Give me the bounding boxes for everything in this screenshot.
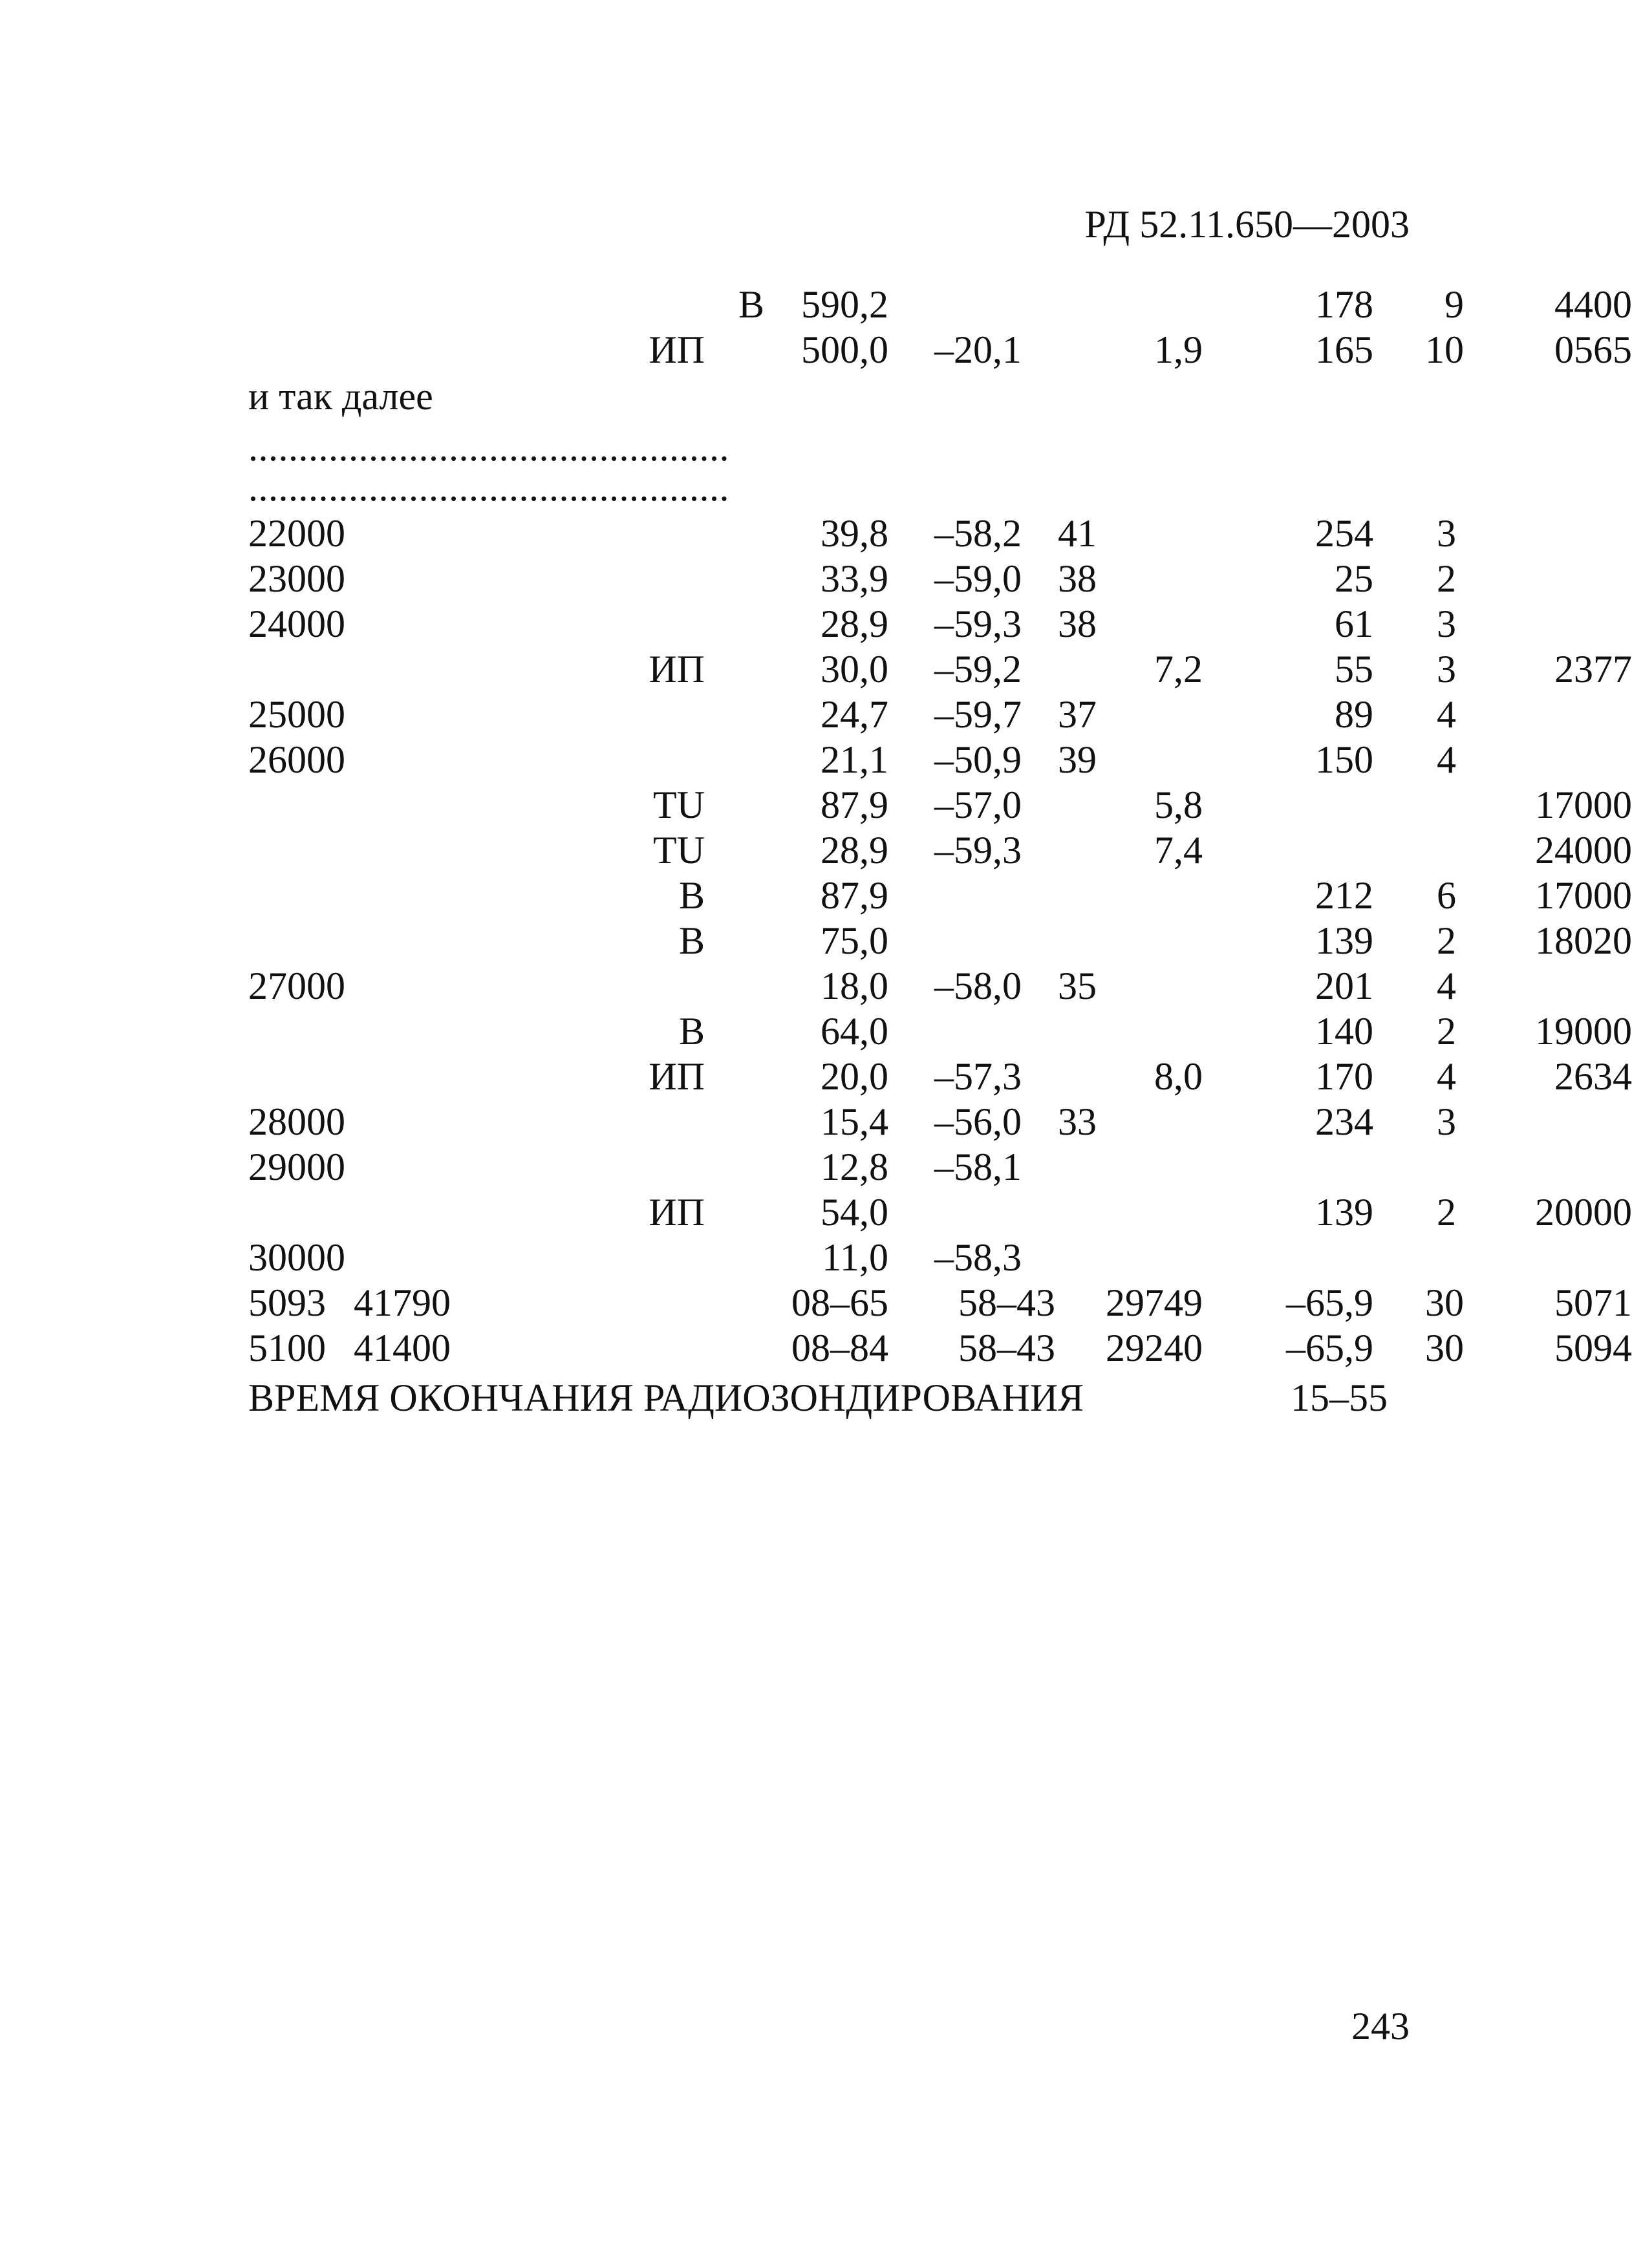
wind-direction-value: 212 — [1315, 874, 1373, 917]
summary-row — [248, 1280, 1632, 1325]
humidity-value: 41 — [1058, 512, 1097, 555]
wind-direction-value: 178 — [1315, 283, 1373, 326]
pressure-value: 64,0 — [821, 1010, 888, 1053]
table-row — [248, 1144, 1425, 1190]
height-value: 2634 — [1554, 1055, 1632, 1098]
table-row — [248, 1054, 1632, 1099]
humidity-value: 35 — [1058, 965, 1097, 1007]
sounding-data-listing — [248, 282, 1632, 1424]
altitude-value: 24000 — [248, 603, 345, 645]
summary-latitude: 08–65 — [791, 1281, 888, 1324]
height-value: 0565 — [1554, 328, 1632, 371]
humidity-value: 38 — [1058, 603, 1097, 645]
wind-direction-value: 89 — [1335, 693, 1373, 736]
wind-direction-value: 150 — [1315, 738, 1373, 781]
temperature-value: –58,2 — [934, 512, 1022, 555]
temperature-value: –56,0 — [934, 1100, 1022, 1143]
wind-direction-value: 140 — [1315, 1010, 1373, 1053]
end-time-row — [248, 1372, 1425, 1424]
pressure-value: 28,9 — [821, 603, 888, 645]
summary-value: 5071 — [1554, 1281, 1632, 1324]
height-value: 2377 — [1554, 648, 1632, 690]
summary-value: 5094 — [1554, 1327, 1632, 1369]
wind-speed-value: 3 — [1437, 1100, 1456, 1143]
altitude-value: 28000 — [248, 1100, 345, 1143]
continuation-text: и так далее — [248, 375, 433, 418]
wind-speed-value: 2 — [1437, 919, 1456, 962]
table-row — [248, 556, 1456, 601]
altitude-value: 29000 — [248, 1146, 345, 1188]
wind-speed-value: 3 — [1437, 648, 1456, 690]
table-row — [248, 963, 1456, 1009]
table-row — [248, 327, 1632, 372]
level-marker: В — [678, 874, 705, 917]
end-time-value: 15–55 — [1291, 1376, 1388, 1419]
summary-altitude: 29749 — [1106, 1281, 1203, 1324]
summary-code: 5093 — [248, 1281, 326, 1324]
temperature-value: –57,3 — [934, 1055, 1022, 1098]
dot-leader: ................................................ — [248, 426, 729, 469]
dots-row — [248, 420, 1425, 469]
wind-speed-value: 10 — [1425, 328, 1464, 371]
wind-speed-value: 3 — [1437, 512, 1456, 555]
wind-speed-value: 4 — [1437, 693, 1456, 736]
summary-count: 30 — [1425, 1327, 1464, 1369]
dewpoint-value: 7,2 — [1154, 648, 1203, 690]
temperature-value: –59,7 — [934, 693, 1022, 736]
continuation-row — [248, 372, 1425, 420]
dewpoint-value: 8,0 — [1154, 1055, 1203, 1098]
level-marker: ИП — [649, 1191, 705, 1234]
wind-direction-value: 25 — [1335, 557, 1373, 600]
wind-direction-value: 170 — [1315, 1055, 1373, 1098]
temperature-value: –59,3 — [934, 603, 1022, 645]
altitude-value: 25000 — [248, 693, 345, 736]
wind-speed-value: 9 — [1444, 283, 1464, 326]
height-value: 17000 — [1535, 874, 1632, 917]
summary-rows — [248, 1280, 1632, 1371]
temperature-value: –58,1 — [934, 1146, 1022, 1188]
dewpoint-value: 5,8 — [1154, 784, 1203, 826]
temperature-value: –59,2 — [934, 648, 1022, 690]
wind-speed-value: 6 — [1437, 874, 1456, 917]
wind-direction-value: 165 — [1315, 328, 1373, 371]
level-marker: TU — [653, 784, 705, 826]
table-row — [248, 1235, 1425, 1280]
level-marker: TU — [653, 829, 705, 872]
wind-speed-value: 4 — [1437, 738, 1456, 781]
table-row — [248, 511, 1456, 556]
summary-code: 5100 — [248, 1327, 326, 1369]
dots-row — [248, 465, 1425, 511]
pressure-value: 11,0 — [822, 1236, 888, 1279]
dewpoint-value: 1,9 — [1154, 328, 1203, 371]
table-row — [248, 1009, 1632, 1054]
pressure-value: 500,0 — [801, 328, 888, 371]
summary-row — [248, 1325, 1632, 1371]
level-marker: ИП — [649, 648, 705, 690]
dot-leader: ................................................ — [248, 466, 729, 509]
temperature-value: –58,3 — [934, 1236, 1022, 1279]
height-value: 18020 — [1535, 919, 1632, 962]
pressure-value: 15,4 — [821, 1100, 888, 1143]
summary-temperature: –65,9 — [1286, 1327, 1373, 1369]
wind-direction-value: 55 — [1335, 648, 1373, 690]
summary-longitude: 58–43 — [958, 1281, 1055, 1324]
wind-direction-value: 254 — [1315, 512, 1373, 555]
wind-speed-value: 3 — [1437, 603, 1456, 645]
table-row — [248, 647, 1632, 692]
summary-station: 41790 — [354, 1281, 451, 1324]
level-marker: ИП — [649, 1055, 705, 1098]
page-number: 243 — [1351, 2005, 1410, 2048]
wind-direction-value: 234 — [1315, 1100, 1373, 1143]
pressure-value: 18,0 — [821, 965, 888, 1007]
temperature-value: –20,1 — [934, 328, 1022, 371]
summary-latitude: 08–84 — [791, 1327, 888, 1369]
wind-direction-value: 201 — [1315, 965, 1373, 1007]
dewpoint-value: 7,4 — [1154, 829, 1203, 872]
temperature-value: –59,3 — [934, 829, 1022, 872]
height-value: 4400 — [1554, 283, 1632, 326]
temperature-value: –57,0 — [934, 784, 1022, 826]
temperature-value: –50,9 — [934, 738, 1022, 781]
pressure-value: 20,0 — [821, 1055, 888, 1098]
temperature-value: –58,0 — [934, 965, 1022, 1007]
table-row — [248, 918, 1632, 963]
table-row — [248, 828, 1632, 873]
altitude-value: 26000 — [248, 738, 345, 781]
wind-speed-value: 4 — [1437, 965, 1456, 1007]
altitude-value: 22000 — [248, 512, 345, 555]
summary-altitude: 29240 — [1106, 1327, 1203, 1369]
summary-count: 30 — [1425, 1281, 1464, 1324]
table-row — [248, 1099, 1456, 1144]
wind-speed-value: 2 — [1437, 1010, 1456, 1053]
pressure-value: 590,2 — [801, 283, 888, 326]
height-value: 19000 — [1535, 1010, 1632, 1053]
wind-direction-value: 61 — [1335, 603, 1373, 645]
temperature-value: –59,0 — [934, 557, 1022, 600]
altitude-value: 30000 — [248, 1236, 345, 1279]
pressure-value: 87,9 — [821, 784, 888, 826]
table-row — [248, 282, 1632, 327]
summary-longitude: 58–43 — [958, 1327, 1055, 1369]
table-row — [248, 601, 1456, 647]
pressure-value: 28,9 — [821, 829, 888, 872]
height-value: 24000 — [1535, 829, 1632, 872]
wind-speed-value: 2 — [1437, 557, 1456, 600]
end-time-title: ВРЕМЯ ОКОНЧАНИЯ РАДИОЗОНДИРОВАНИЯ — [248, 1376, 1084, 1419]
pressure-value: 24,7 — [821, 693, 888, 736]
humidity-value: 39 — [1058, 738, 1097, 781]
summary-station: 41400 — [354, 1327, 451, 1369]
pressure-value: 75,0 — [821, 919, 888, 962]
pressure-value: 54,0 — [821, 1191, 888, 1234]
table-row — [248, 873, 1632, 918]
pressure-value: 39,8 — [821, 512, 888, 555]
altitude-value: 23000 — [248, 557, 345, 600]
humidity-value: 38 — [1058, 557, 1097, 600]
wind-speed-value: 2 — [1437, 1191, 1456, 1234]
level-marker: ИП — [649, 328, 705, 371]
document-code-header: РД 52.11.650—2003 — [1084, 203, 1410, 246]
table-row — [248, 1190, 1632, 1235]
summary-temperature: –65,9 — [1286, 1281, 1373, 1324]
table-row — [248, 737, 1456, 782]
wind-speed-value: 4 — [1437, 1055, 1456, 1098]
table-row — [248, 692, 1456, 737]
pressure-value: 12,8 — [821, 1146, 888, 1188]
level-marker: В — [678, 919, 705, 962]
wind-direction-value: 139 — [1315, 1191, 1373, 1234]
level-marker: В — [678, 1010, 705, 1053]
humidity-value: 37 — [1058, 693, 1097, 736]
pressure-value: 21,1 — [821, 738, 888, 781]
altitude-value: 27000 — [248, 965, 345, 1007]
wind-direction-value: 139 — [1315, 919, 1373, 962]
height-value: 20000 — [1535, 1191, 1632, 1234]
height-value: 17000 — [1535, 784, 1632, 826]
table-row — [248, 782, 1632, 828]
humidity-value: 33 — [1058, 1100, 1097, 1143]
level-marker: В — [738, 283, 764, 326]
pressure-value: 87,9 — [821, 874, 888, 917]
pressure-value: 33,9 — [821, 557, 888, 600]
main-rows — [248, 511, 1632, 1280]
pressure-value: 30,0 — [821, 648, 888, 690]
